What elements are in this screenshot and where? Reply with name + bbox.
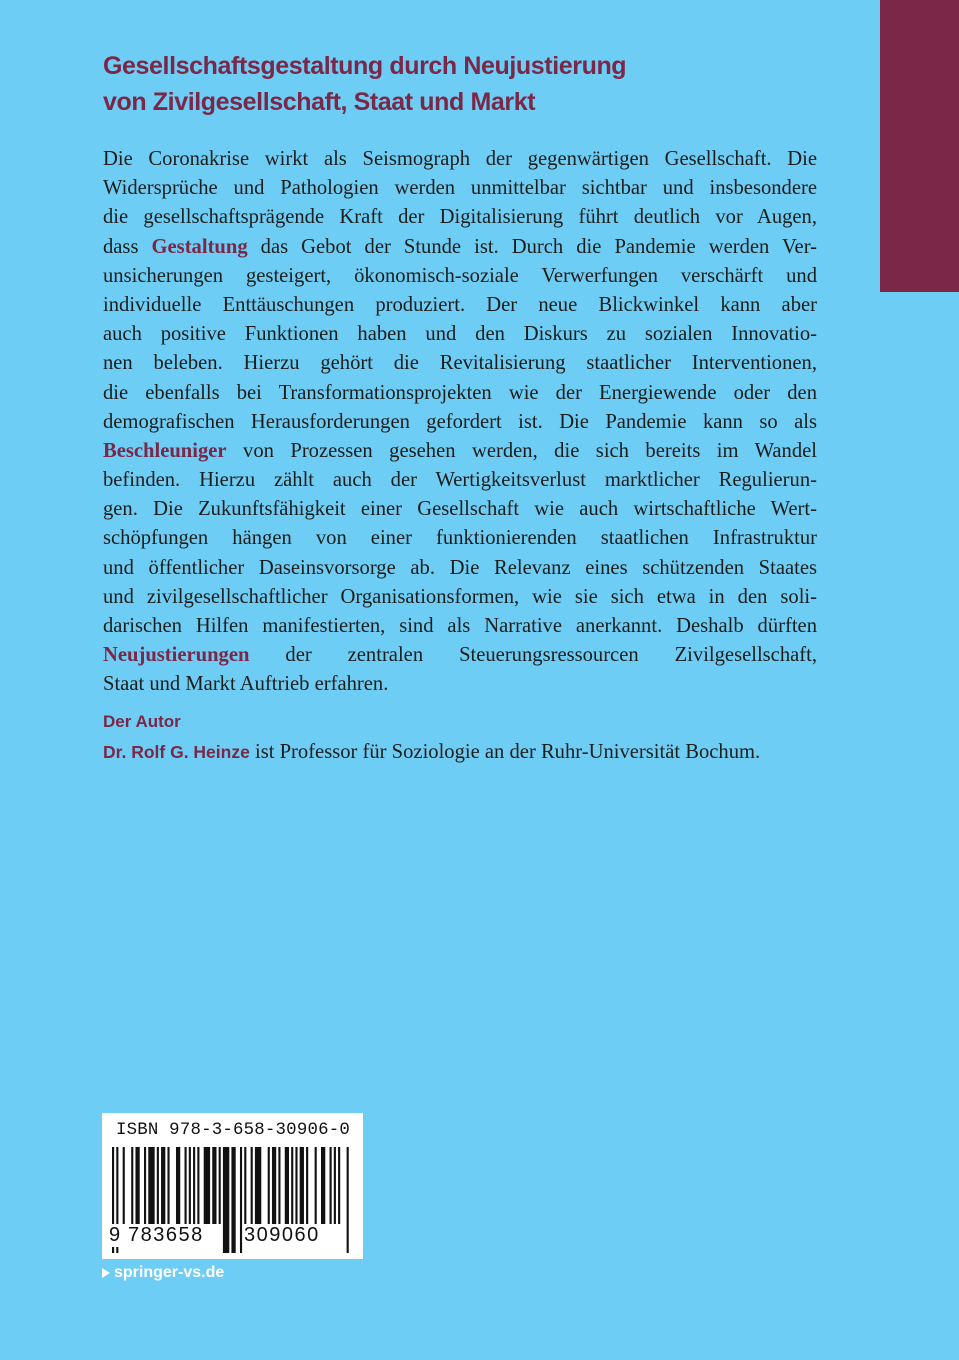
blurb-text-segment: Die Coronakrise wirkt als Seismograph der gegenwärtigen Gesellschaft. Die [103, 148, 817, 170]
barcode-bar [295, 1147, 297, 1224]
blurb-line [103, 408, 817, 437]
blurb-text-segment: demografischen Herausforderungen gefordert ist. Die Pandemie kann so als [103, 410, 817, 433]
blurb-line [103, 554, 817, 583]
barcode-bar [255, 1147, 261, 1224]
isbn-barcode [102, 1113, 363, 1259]
barcode-bar [251, 1147, 253, 1224]
barcode-bar [204, 1147, 210, 1224]
blurb-line [103, 612, 817, 641]
blurb-text-segment: auch positive Funktionen haben und den Diskurs zu sozialen Innovatio- [103, 323, 817, 346]
barcode-bar [148, 1147, 154, 1224]
blurb-text-segment: Widersprüche und Pathologien werden unmittelbar sichtbar und insbesondere [103, 177, 817, 200]
barcode-bar [167, 1147, 169, 1224]
title-line-1: Gesellschaftsgestaltung durch Neujustierung [103, 52, 627, 80]
blurb-text-segment: befinden. Hierzu zählt auch der Wertigkeitsverlust marktlicher Regulierun- [103, 469, 817, 492]
barcode-bar [315, 1147, 317, 1224]
blurb-text-segment: Staat und Markt Auftrieb erfahren. [103, 673, 389, 696]
barcode-bar [185, 1147, 187, 1224]
blurb-line [103, 495, 817, 524]
blurb-text-segment: schöpfungen hängen von einer funktionierenden staatlichen Infrastruktur [103, 527, 817, 550]
blurb-emphasis: Neujustierungen [103, 644, 250, 667]
website-text: springer-vs.de [114, 1264, 225, 1281]
website-link[interactable] [102, 1264, 224, 1282]
author-name: Dr. Rolf G. Heinze [103, 742, 250, 762]
blurb-text-segment: und zivilgesellschaftlicher Organisationsformen, wie sie sich etwa in den soli- [103, 585, 817, 608]
barcode-bar [161, 1147, 165, 1224]
blurb-line [103, 291, 817, 320]
book-title [103, 48, 803, 120]
blurb-line [103, 262, 817, 291]
barcode-bar [157, 1147, 159, 1224]
blurb-emphasis: Beschleuniger [103, 439, 227, 462]
blurb-line [103, 641, 817, 670]
blurb-text [103, 145, 817, 700]
author-bio [103, 741, 823, 764]
arrow-right-icon [102, 1268, 110, 1278]
blurb-text-segment: das Gebot der Stunde ist. Durch die Pandemie werden Ver- [247, 235, 818, 258]
title-line-2: von Zivilgesellschaft, Staat und Markt [103, 88, 536, 116]
blurb-line [103, 583, 817, 612]
barcode-bar [193, 1147, 195, 1224]
barcode-bar [123, 1147, 125, 1224]
barcode-bar [144, 1147, 146, 1224]
barcode-bar [291, 1147, 293, 1224]
blurb-text-segment: die ebenfalls bei Transformationsprojekten wie der Energiewende oder den [103, 381, 817, 404]
blurb-emphasis: Gestaltung [151, 235, 248, 258]
barcode-digits-left: 783658 [128, 1224, 204, 1246]
barcode-bar [321, 1147, 325, 1224]
barcode-bar [306, 1147, 308, 1224]
blurb-text-segment: von Prozessen gesehen werden, die sich bereits im Wandel [226, 439, 817, 462]
blurb-text-segment: gen. Die Zukunftsfähigkeit einer Gesellschaft wie auch wirtschaftliche Wert- [103, 498, 817, 521]
barcode-bar [135, 1147, 139, 1224]
author-heading: Der Autor [103, 712, 181, 731]
blurb-line [103, 379, 817, 408]
blurb-line [103, 466, 817, 495]
author-description: ist Professor für Soziologie an der Ruhr-Universität Bochum. [249, 741, 761, 763]
barcode-bar [272, 1147, 276, 1224]
blurb-text-segment: dass [103, 235, 152, 258]
barcode-digit-first: 9 [109, 1224, 121, 1246]
blurb-line [103, 145, 817, 174]
barcode-bar [131, 1147, 133, 1224]
blurb-line [103, 437, 817, 466]
barcode-bar [189, 1147, 191, 1224]
barcode-bar [285, 1147, 289, 1224]
barcode-bar [268, 1147, 270, 1224]
barcode-bar [338, 1147, 340, 1224]
blurb-text-segment: der zentralen Steuerungsressourcen Zivilgesellschaft, [249, 644, 817, 667]
blurb-text-segment: und öffentlicher Daseinsvorsorge ab. Die Relevanz eines schützenden Staates [103, 556, 817, 579]
blurb-line [103, 233, 817, 262]
barcode-bar [244, 1147, 246, 1224]
blurb-text-segment: die gesellschaftsprägende Kraft der Digitalisierung führt deutlich vor Augen, [103, 206, 817, 229]
barcode-bar [330, 1147, 332, 1224]
blurb-text-segment: darischen Hilfen manifestierten, sind als Narrative anerkannt. Deshalb dürften [103, 615, 817, 637]
blurb-line [103, 349, 817, 378]
barcode-bar [219, 1147, 221, 1224]
blurb-text-segment: nen beleben. Hierzu gehört die Revitalisierung staatlicher Interventionen, [103, 352, 817, 375]
blurb-text-segment: unsicherungen gesteigert, ökonomisch-soziale Verwerfungen verschärft und [103, 264, 817, 287]
barcode-digits [102, 1224, 363, 1254]
barcode-bar [197, 1147, 199, 1224]
blurb-text-segment: individuelle Enttäuschungen produziert. Der neue Blickwinkel kann aber [103, 293, 817, 316]
isbn-label: ISBN 978-3-658-30906-0 [116, 1121, 350, 1140]
blurb-line [103, 670, 817, 699]
blurb-line [103, 320, 817, 349]
barcode-digits-right: 309060 [244, 1224, 320, 1246]
accent-bar [880, 0, 959, 292]
blurb-line [103, 174, 817, 203]
barcode-bar [212, 1147, 216, 1224]
blurb-line [103, 524, 817, 553]
barcode-bar [300, 1147, 304, 1224]
barcode-bar [334, 1147, 336, 1224]
barcode-bar [176, 1147, 180, 1224]
blurb-line [103, 203, 817, 232]
barcode-bar [278, 1147, 280, 1224]
